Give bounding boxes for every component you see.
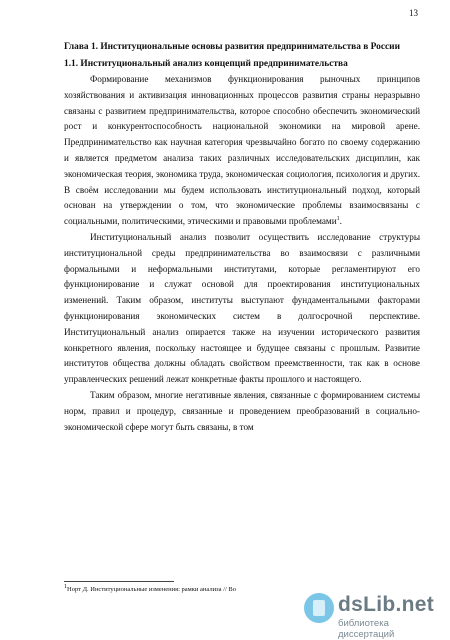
paragraph-1-tail: .	[339, 216, 342, 227]
paragraph-2: Институциональный анализ позволит осуществить исследование структуры институциональной среды предпринимательства во взаимосвязи с различными формальными и неформальными институтами, которые регламентируют его функционирование и служат основой для проектирования институциональных изменений. Таким образом, институты выступают фундаментальными факторами функционирования экономических систем в долгосрочной перспективе. Институциональный анализ опирается также на изучении исторического развития конкретного явления, поскольку настоящее и будущее связаны с прошлым. Развитие институтов общества должны обладать свойством преемственности, так как в основе управленческих решений лежат конкретные факты прошлого и настоящего.	[64, 231, 420, 385]
footnote-number: 1	[64, 583, 67, 590]
page-content	[64, 40, 420, 435]
book-icon	[304, 593, 334, 623]
section-title: 1.1. Институциональный анализ концепций предпринимательства	[64, 59, 348, 69]
paragraph-3: Таким образом, многие негативные явления, связанные с формированием системы норм, правил и процедур, связанные и проведением преобразований в социально- экономической сфере могут быть связаны, в том	[64, 389, 420, 432]
watermark	[304, 593, 444, 640]
footnote-divider	[64, 581, 174, 582]
footnote-text: Норт Д. Институциональные изменения: рамки анализа // Во	[67, 586, 236, 593]
chapter-title: Глава 1. Институциональные основы развития предпринимательства в России	[64, 42, 400, 52]
watermark-brand: dsLib.net	[338, 593, 435, 616]
footnote-ref: 1	[336, 216, 340, 223]
watermark-subtitle: библиотека диссертаций	[338, 618, 395, 640]
paragraph-1-text: Формирование механизмов функционирования рыночных принципов хозяйствования и активизация инновационных процессов развития страны неразрывно связаны с развитием предпринимательства, которое способно обеспечить экономический рост и конкурентоспособность национальной экономики на мировой арене. Предпринимательство как научная категория чрезвычайно богато по своему содержанию и является предметом анализа таких различных исследовательских дисциплин, как экономическая теория, экономика труда, экономическая социология, психология и других. В своём исследовании мы будем использовать институциональный подход, который основан на утверждении о том, что экономические проблемы взаимосвязаны с социальными, политическими, этическими и правовыми проблемами	[64, 74, 420, 227]
paragraph-1	[64, 72, 420, 230]
page-number: 13	[409, 8, 418, 18]
footnote	[64, 585, 236, 594]
